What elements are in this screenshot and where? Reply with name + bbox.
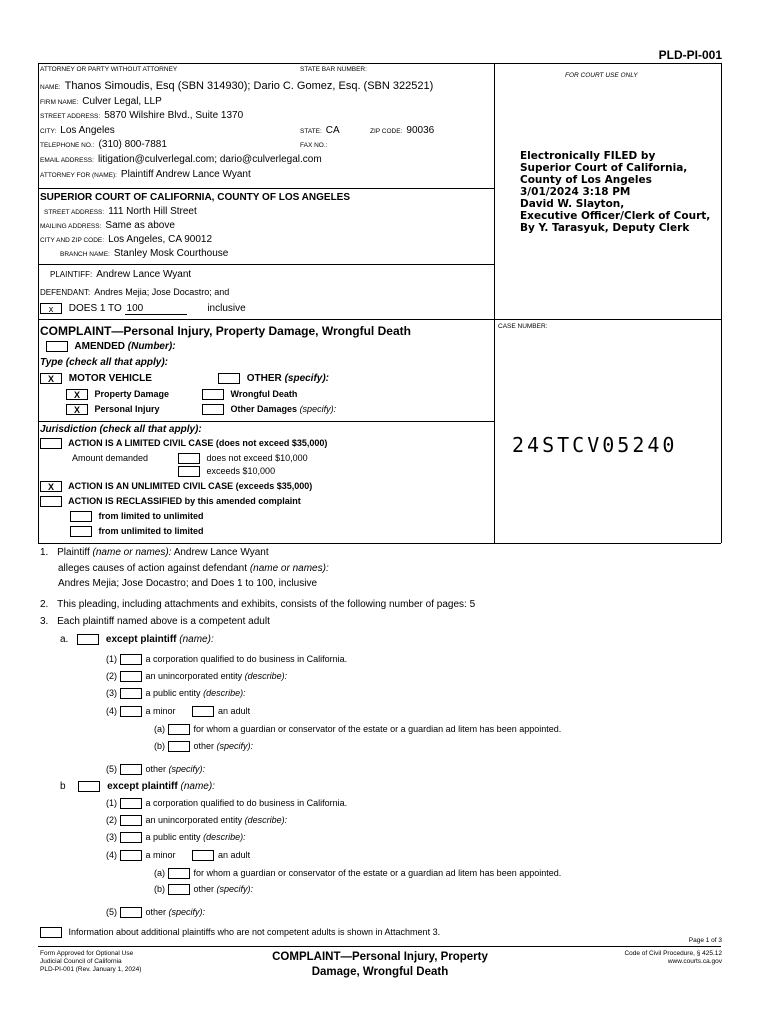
except-b-checkbox[interactable]	[78, 781, 100, 792]
b5-num: (5)	[106, 907, 117, 917]
state-bar-label: STATE BAR NUMBER:	[300, 66, 367, 73]
para-2-text: This pleading, including attachments and exhibits, consists of the following number of pages: 5	[57, 599, 476, 610]
not-exceed-label: does not exceed $10,000	[206, 453, 308, 463]
wrongful-death-row	[202, 389, 297, 400]
court-street-value: 111 North Hill Street	[108, 206, 197, 217]
header-rule-jurisdiction	[38, 421, 494, 422]
a1-row	[106, 654, 347, 665]
does-number: 100	[125, 303, 187, 315]
phone-row	[40, 139, 167, 150]
city-row	[40, 125, 115, 136]
amount-demanded-label: Amount demanded	[72, 453, 149, 463]
b4-adult: an adult	[218, 850, 251, 860]
para-1-italic: (name or names):	[92, 547, 172, 558]
ltu-label: from limited to unlimited	[98, 511, 204, 521]
except-b-label: except plaintiff	[107, 781, 178, 793]
property-damage-checkbox[interactable]: X	[66, 389, 88, 400]
para-2	[40, 599, 475, 610]
header-rule-court	[38, 188, 494, 189]
stamp-line: David W. Slayton,	[520, 198, 625, 210]
firm-name: Culver Legal, LLP	[82, 96, 162, 107]
header-right-rule	[721, 63, 722, 543]
does-inclusive: inclusive	[207, 303, 246, 315]
zip-label: ZIP CODE:	[370, 128, 403, 135]
ltu-row	[70, 511, 204, 522]
b4b-row	[154, 884, 253, 895]
firm-row	[40, 96, 162, 107]
b5-row	[106, 907, 205, 918]
para-1b-label: alleges causes of action against defendant	[58, 563, 248, 574]
court-mailing-label: MAILING ADDRESS:	[40, 223, 102, 230]
amended-row	[46, 341, 176, 352]
exceeds-label: exceeds $10,000	[206, 466, 276, 476]
city-value: Los Angeles	[60, 125, 115, 136]
b4-num: (4)	[106, 850, 117, 860]
footer-title-line: Damage, Wrongful Death	[311, 966, 449, 978]
state-row	[300, 125, 340, 136]
footer-left	[40, 950, 141, 974]
para-2-num: 2.	[40, 599, 49, 610]
footer-title	[260, 950, 500, 980]
other-type-checkbox[interactable]	[218, 373, 240, 384]
a4a-text: for whom a guardian or conservator of the estate or a guardian ad litem has been appointed.	[193, 724, 562, 734]
footer-rule	[38, 946, 721, 947]
stamp-line: Superior Court of California,	[520, 162, 688, 174]
a4a-num: (a)	[154, 724, 165, 734]
attorney-for-value: Plaintiff Andrew Lance Wyant	[120, 169, 251, 180]
a2-row	[106, 671, 287, 682]
fax-row	[300, 139, 331, 150]
a4b-text: other	[193, 741, 215, 751]
other-damages-checkbox[interactable]	[202, 404, 224, 415]
b3-italic: (describe):	[203, 832, 246, 842]
attorney-name-label: NAME:	[40, 84, 61, 91]
court-use-label: FOR COURT USE ONLY	[565, 72, 638, 79]
amended-checkbox[interactable]	[46, 341, 68, 352]
zip-row	[370, 125, 434, 136]
motor-vehicle-label: MOTOR VEHICLE	[68, 373, 152, 385]
b2-num: (2)	[106, 815, 117, 825]
b4-adult-checkbox[interactable]	[192, 850, 214, 861]
state-label: STATE:	[300, 128, 322, 135]
stamp-line: 3/01/2024 3:18 PM	[520, 186, 631, 198]
motor-vehicle-row	[40, 373, 152, 384]
attorney-header: ATTORNEY OR PARTY WITHOUT ATTORNEY	[40, 66, 178, 73]
footer-right	[624, 950, 722, 966]
para-1-label: Plaintiff	[57, 547, 90, 558]
personal-injury-checkbox[interactable]: X	[66, 404, 88, 415]
a2-checkbox[interactable]	[120, 671, 142, 682]
attorney-for-row	[40, 169, 251, 180]
unlimited-checkbox[interactable]: X	[40, 481, 62, 492]
stamp-line: County of Los Angeles	[520, 174, 652, 186]
a3-row	[106, 688, 246, 699]
wrongful-death-checkbox[interactable]	[202, 389, 224, 400]
b4-row	[106, 850, 250, 861]
phone-value: (310) 800-7881	[98, 139, 167, 150]
court-city-value: Los Angeles, CA 90012	[108, 234, 213, 245]
type-label: Type (check all that apply):	[40, 357, 168, 368]
a2-italic: (describe):	[244, 671, 288, 681]
info-checkbox[interactable]	[40, 927, 62, 938]
stamp-line: By Y. Tarasyuk, Deputy Clerk	[520, 222, 690, 234]
a2-text: an unincorporated entity	[145, 671, 243, 681]
unlimited-label: ACTION IS AN UNLIMITED CIVIL CASE (exceeds $35,000)	[68, 481, 313, 491]
except-a-checkbox[interactable]	[77, 634, 99, 645]
b1-num: (1)	[106, 798, 117, 808]
para-1b	[58, 563, 329, 574]
other-type-specify: (specify):	[284, 373, 330, 385]
footer-left-line: PLD-PI-001 (Rev. January 1, 2024)	[40, 966, 142, 973]
para-3a-letter: a.	[60, 634, 69, 646]
b3-checkbox[interactable]	[120, 832, 142, 843]
exceeds-checkbox[interactable]	[178, 466, 200, 477]
b4a-row	[154, 868, 561, 879]
other-damages-label: Other Damages	[230, 404, 298, 414]
personal-injury-row	[66, 404, 160, 415]
defendant-label: DEFENDANT:	[40, 288, 91, 297]
wrongful-death-label: Wrongful Death	[230, 389, 298, 399]
b2-row	[106, 815, 287, 826]
court-branch-value: Stanley Mosk Courthouse	[113, 248, 229, 259]
ltu-checkbox[interactable]	[70, 511, 92, 522]
b4a-checkbox[interactable]	[168, 868, 190, 879]
stamp-line: Electronically FILED by	[520, 150, 656, 162]
case-number: 24STCV05240	[512, 433, 678, 457]
except-b-italic: (name):	[180, 781, 215, 793]
plaintiff-label: PLAINTIFF:	[50, 270, 93, 279]
b4a-num: (a)	[154, 868, 165, 878]
a3-num: (3)	[106, 688, 117, 698]
plaintiff-value: Andrew Lance Wyant	[96, 269, 192, 280]
limited-row	[40, 438, 327, 449]
street-row	[40, 110, 243, 121]
para-3b-letter: b	[60, 781, 66, 793]
other-type-row	[218, 373, 329, 384]
other-type-label: OTHER	[246, 373, 282, 385]
street-value: 5870 Wilshire Blvd., Suite 1370	[104, 110, 244, 121]
fax-label: FAX NO.:	[300, 142, 328, 149]
limited-label: ACTION IS A LIMITED CIVIL CASE (does not exceed $35,000)	[68, 438, 328, 448]
attorney-name-row	[40, 80, 433, 92]
para-3-num: 3.	[40, 616, 49, 627]
a5-row	[106, 764, 205, 775]
defendant-value: Andres Mejia; Jose Docastro; and	[94, 287, 230, 297]
para-1-value: Andrew Lance Wyant	[173, 547, 269, 558]
para-3a	[60, 634, 214, 645]
does-text: DOES 1 TO	[68, 303, 122, 315]
court-mailing-value: Same as above	[105, 220, 175, 231]
footer-left-line: Judicial Council of California	[40, 958, 122, 965]
utl-label: from unlimited to limited	[98, 526, 204, 536]
attorney-name: Thanos Simoudis, Esq (SBN 314930); Dario C. Gomez, Esq. (SBN 322521)	[64, 80, 434, 92]
not-exceed-checkbox[interactable]	[178, 453, 200, 464]
footer-title-line: COMPLAINT—Personal Injury, Property	[272, 951, 488, 963]
other-damages-row	[202, 404, 336, 415]
not-exceed-row	[178, 453, 308, 464]
b3-num: (3)	[106, 832, 117, 842]
a5-checkbox[interactable]	[120, 764, 142, 775]
jurisdiction-label: Jurisdiction (check all that apply):	[40, 424, 202, 435]
a4b-num: (b)	[154, 741, 165, 751]
b2-checkbox[interactable]	[120, 815, 142, 826]
other-damages-specify: (specify):	[299, 404, 337, 414]
motor-vehicle-checkbox[interactable]: X	[40, 373, 62, 384]
utl-row	[70, 526, 204, 537]
a4-adult: an adult	[218, 706, 251, 716]
amended-number: (Number):	[127, 341, 176, 353]
info-row	[40, 927, 440, 938]
b3-text: a public entity	[145, 832, 201, 842]
utl-checkbox[interactable]	[70, 526, 92, 537]
court-title: SUPERIOR COURT OF CALIFORNIA, COUNTY OF	[40, 192, 276, 203]
para-3-text: Each plaintiff named above is a competent adult	[57, 616, 270, 627]
personal-injury-label: Personal Injury	[94, 404, 160, 414]
court-city-row	[40, 234, 212, 245]
b4b-num: (b)	[154, 884, 165, 894]
b4b-text: other	[193, 884, 215, 894]
exceeds-row	[178, 466, 275, 477]
street-label: STREET ADDRESS:	[40, 113, 101, 120]
a3-text: a public entity	[145, 688, 201, 698]
attorney-for-label: ATTORNEY FOR (NAME):	[40, 172, 117, 179]
a4a-row	[154, 724, 561, 735]
a1-checkbox[interactable]	[120, 654, 142, 665]
except-a-label: except plaintiff	[105, 634, 177, 646]
header-left-rule	[38, 63, 39, 543]
footer-right-line: Code of Civil Procedure, § 425.12	[624, 950, 722, 957]
property-damage-label: Property Damage	[94, 389, 170, 399]
a4b-row	[154, 741, 253, 752]
header-rule-parties	[38, 264, 494, 265]
reclassified-row	[40, 496, 301, 507]
header-bottom-rule	[38, 543, 721, 544]
b4-minor: a minor	[145, 850, 176, 860]
a5-italic: (specify):	[168, 764, 206, 774]
header-rule-complaint	[38, 319, 721, 320]
does-row	[40, 303, 246, 315]
a4-num: (4)	[106, 706, 117, 716]
court-county: LOS ANGELES	[278, 192, 351, 203]
zip-value: 90036	[406, 125, 435, 136]
para-1	[40, 547, 269, 558]
a4-minor: a minor	[145, 706, 176, 716]
a4-row	[106, 706, 250, 717]
a4-adult-checkbox[interactable]	[192, 706, 214, 717]
para-3	[40, 616, 270, 627]
a5-text: other	[145, 764, 167, 774]
info-text: Information about additional plaintiffs who are not competent adults is shown in Attachment 3.	[68, 927, 441, 937]
b4b-italic: (specify):	[216, 884, 254, 894]
does-checkbox[interactable]: x	[40, 303, 62, 314]
a3-checkbox[interactable]	[120, 688, 142, 699]
unlimited-row	[40, 481, 312, 492]
stamp-line: Executive Officer/Clerk of Court,	[520, 210, 711, 222]
plaintiff-row	[50, 269, 191, 280]
phone-label: TELEPHONE NO.:	[40, 142, 95, 149]
court-street-label: STREET ADDRESS:	[44, 209, 105, 216]
a3-italic: (describe):	[203, 688, 246, 698]
property-damage-row	[66, 389, 169, 400]
para-3b	[60, 781, 215, 792]
header-top-rule	[38, 63, 721, 64]
b5-italic: (specify):	[168, 907, 206, 917]
court-branch-row	[60, 248, 228, 259]
b1-checkbox[interactable]	[120, 798, 142, 809]
court-street-row	[44, 206, 197, 217]
a5-num: (5)	[106, 764, 117, 774]
state-value: CA	[325, 125, 340, 136]
reclassified-label: ACTION IS RECLASSIFIED by this amended complaint	[68, 496, 301, 506]
reclassified-checkbox[interactable]	[40, 496, 62, 507]
firm-label: FIRM NAME:	[40, 99, 79, 106]
a4b-italic: (specify):	[216, 741, 254, 751]
b4a-text: for whom a guardian or conservator of the estate or a guardian ad litem has been appointed.	[193, 868, 562, 878]
defendant-row	[40, 287, 229, 297]
court-branch-label: BRANCH NAME:	[60, 251, 110, 258]
a4a-checkbox[interactable]	[168, 724, 190, 735]
b3-row	[106, 832, 246, 843]
b5-checkbox[interactable]	[120, 907, 142, 918]
para-1c: Andres Mejia; Jose Docastro; and Does 1 to 100, inclusive	[58, 578, 318, 589]
case-number-label: CASE NUMBER:	[498, 323, 548, 330]
b2-italic: (describe):	[244, 815, 288, 825]
amended-label: AMENDED	[74, 341, 125, 353]
complaint-title: COMPLAINT—Personal Injury, Property Damage, Wrongful Death	[40, 324, 411, 338]
footer-right-line: www.courts.ca.gov	[667, 958, 722, 965]
para-1b-italic: (name or names):	[249, 563, 329, 574]
except-a-italic: (name):	[179, 634, 214, 646]
b5-text: other	[145, 907, 167, 917]
court-city-label: CITY AND ZIP CODE:	[40, 237, 105, 244]
a4b-checkbox[interactable]	[168, 741, 190, 752]
email-value: litigation@culverlegal.com; dario@culverlegal.com	[97, 154, 322, 165]
b1-row	[106, 798, 347, 809]
a1-num: (1)	[106, 654, 117, 664]
b1-text: a corporation qualified to do business in California.	[145, 798, 348, 808]
page-number: Page 1 of 3	[688, 937, 722, 944]
court-title-row	[40, 192, 350, 203]
header-divider	[494, 63, 495, 543]
b2-text: an unincorporated entity	[145, 815, 243, 825]
a4-checkbox[interactable]	[120, 706, 142, 717]
limited-checkbox[interactable]	[40, 438, 62, 449]
filing-stamp	[520, 150, 710, 234]
a1-text: a corporation qualified to do business in California.	[145, 654, 348, 664]
footer-left-line: Form Approved for Optional Use	[40, 950, 134, 957]
court-mailing-row	[40, 220, 175, 231]
city-label: CITY:	[40, 128, 57, 135]
b4b-checkbox[interactable]	[168, 884, 190, 895]
a2-num: (2)	[106, 671, 117, 681]
para-1-num: 1.	[40, 547, 49, 558]
form-id: PLD-PI-001	[658, 48, 722, 62]
email-label: EMAIL ADDRESS:	[40, 157, 94, 164]
email-row	[40, 154, 322, 165]
b4-checkbox[interactable]	[120, 850, 142, 861]
